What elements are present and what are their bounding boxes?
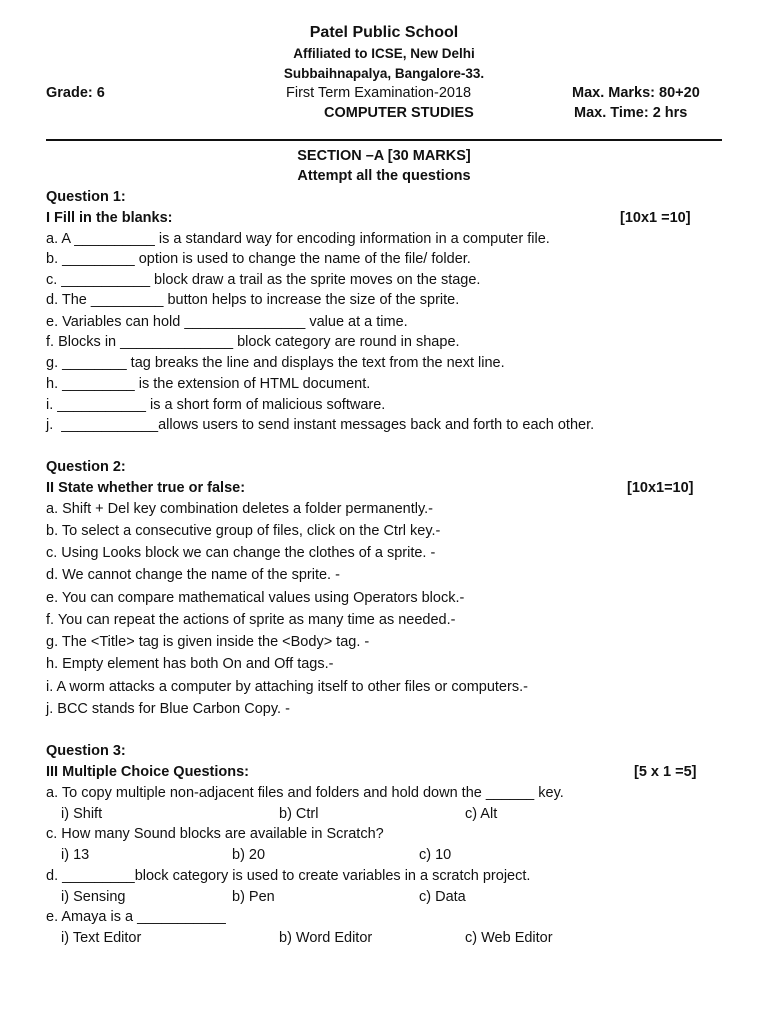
q2-marks: [10x1=10] — [627, 480, 694, 496]
q1-marks: [10x1 =10] — [620, 210, 691, 226]
mcq-question: a. To copy multiple non-adjacent files and folders and hold down the ______ key. — [46, 785, 564, 801]
q1-item: h. _________ is the extension of HTML document. — [46, 376, 371, 392]
subject-title: COMPUTER STUDIES — [324, 105, 474, 121]
mcq-option: c) Alt — [465, 806, 498, 822]
mcq-option: b) Pen — [232, 889, 275, 905]
q2-item: f. You can repeat the actions of sprite as many time as needed.- — [46, 612, 456, 628]
q1-item: f. Blocks in ______________ block category are round in shape. — [46, 334, 460, 350]
school-affiliation: Affiliated to ICSE, New Delhi — [293, 46, 475, 61]
q1-item: d. The _________ button helps to increase the size of the sprite. — [46, 292, 460, 308]
q1-item: b. _________ option is used to change the name of the file/ folder. — [46, 251, 471, 267]
q2-heading: Question 2: — [46, 459, 126, 475]
q2-item: b. To select a consecutive group of files, click on the Ctrl key.- — [46, 523, 441, 539]
grade-label: Grade: 6 — [46, 85, 105, 101]
q1-item: g. ________ tag breaks the line and displays the text from the next line. — [46, 355, 505, 371]
max-time: Max. Time: 2 hrs — [574, 105, 688, 121]
q2-item: d. We cannot change the name of the sprite. - — [46, 567, 340, 583]
header-divider — [46, 139, 722, 141]
school-address: Subbaihnapalya, Bangalore-33. — [283, 66, 485, 81]
q1-heading: Question 1: — [46, 189, 126, 205]
mcq-option: b) Ctrl — [279, 806, 319, 822]
q1-title: I Fill in the blanks: — [46, 210, 173, 226]
mcq-option: i) Shift — [61, 806, 103, 822]
q2-item: h. Empty element has both On and Off tags.- — [46, 656, 334, 672]
q2-item: j. BCC stands for Blue Carbon Copy. - — [46, 701, 290, 717]
mcq-question: d. _________block category is used to create variables in a scratch project. — [46, 868, 531, 884]
mcq-question: c. How many Sound blocks are available in Scratch? — [46, 826, 384, 842]
q1-item: j. ____________allows users to send instant messages back and forth to each other. — [46, 417, 595, 433]
mcq-option: i) Text Editor — [61, 930, 142, 946]
school-name: Patel Public School — [309, 24, 459, 41]
q2-item: a. Shift + Del key combination deletes a folder permanently.- — [46, 501, 434, 517]
q3-heading: Question 3: — [46, 743, 126, 759]
mcq-option: b) Word Editor — [279, 930, 373, 946]
q1-item: e. Variables can hold _______________ value at a time. — [46, 314, 408, 330]
section-title: SECTION –A [30 MARKS] — [297, 148, 471, 164]
exam-title: First Term Examination-2018 — [286, 85, 472, 101]
mcq-option: i) Sensing — [61, 889, 126, 905]
mcq-question: e. Amaya is a ___________ — [46, 909, 226, 925]
mcq-option: c) Web Editor — [465, 930, 553, 946]
q2-item: e. You can compare mathematical values using Operators block.- — [46, 590, 465, 606]
q2-title: II State whether true or false: — [46, 480, 246, 496]
q3-marks: [5 x 1 =5] — [634, 764, 697, 780]
q1-item: a. A __________ is a standard way for encoding information in a computer file. — [46, 231, 550, 247]
q1-item: c. ___________ block draw a trail as the sprite moves on the stage. — [46, 272, 481, 288]
mcq-option: i) 13 — [61, 847, 90, 863]
q2-item: g. The <Title> tag is given inside the <Body> tag. - — [46, 634, 370, 650]
q2-item: i. A worm attacks a computer by attaching itself to other files or computers.- — [46, 679, 528, 695]
mcq-option: c) Data — [419, 889, 466, 905]
q1-item: i. ___________ is a short form of malicious software. — [46, 397, 386, 413]
section-instruction: Attempt all the questions — [297, 168, 471, 184]
mcq-option: b) 20 — [232, 847, 266, 863]
mcq-option: c) 10 — [419, 847, 452, 863]
q2-item: c. Using Looks block we can change the clothes of a sprite. - — [46, 545, 436, 561]
max-marks: Max. Marks: 80+20 — [572, 85, 700, 101]
q3-title: III Multiple Choice Questions: — [46, 764, 250, 780]
